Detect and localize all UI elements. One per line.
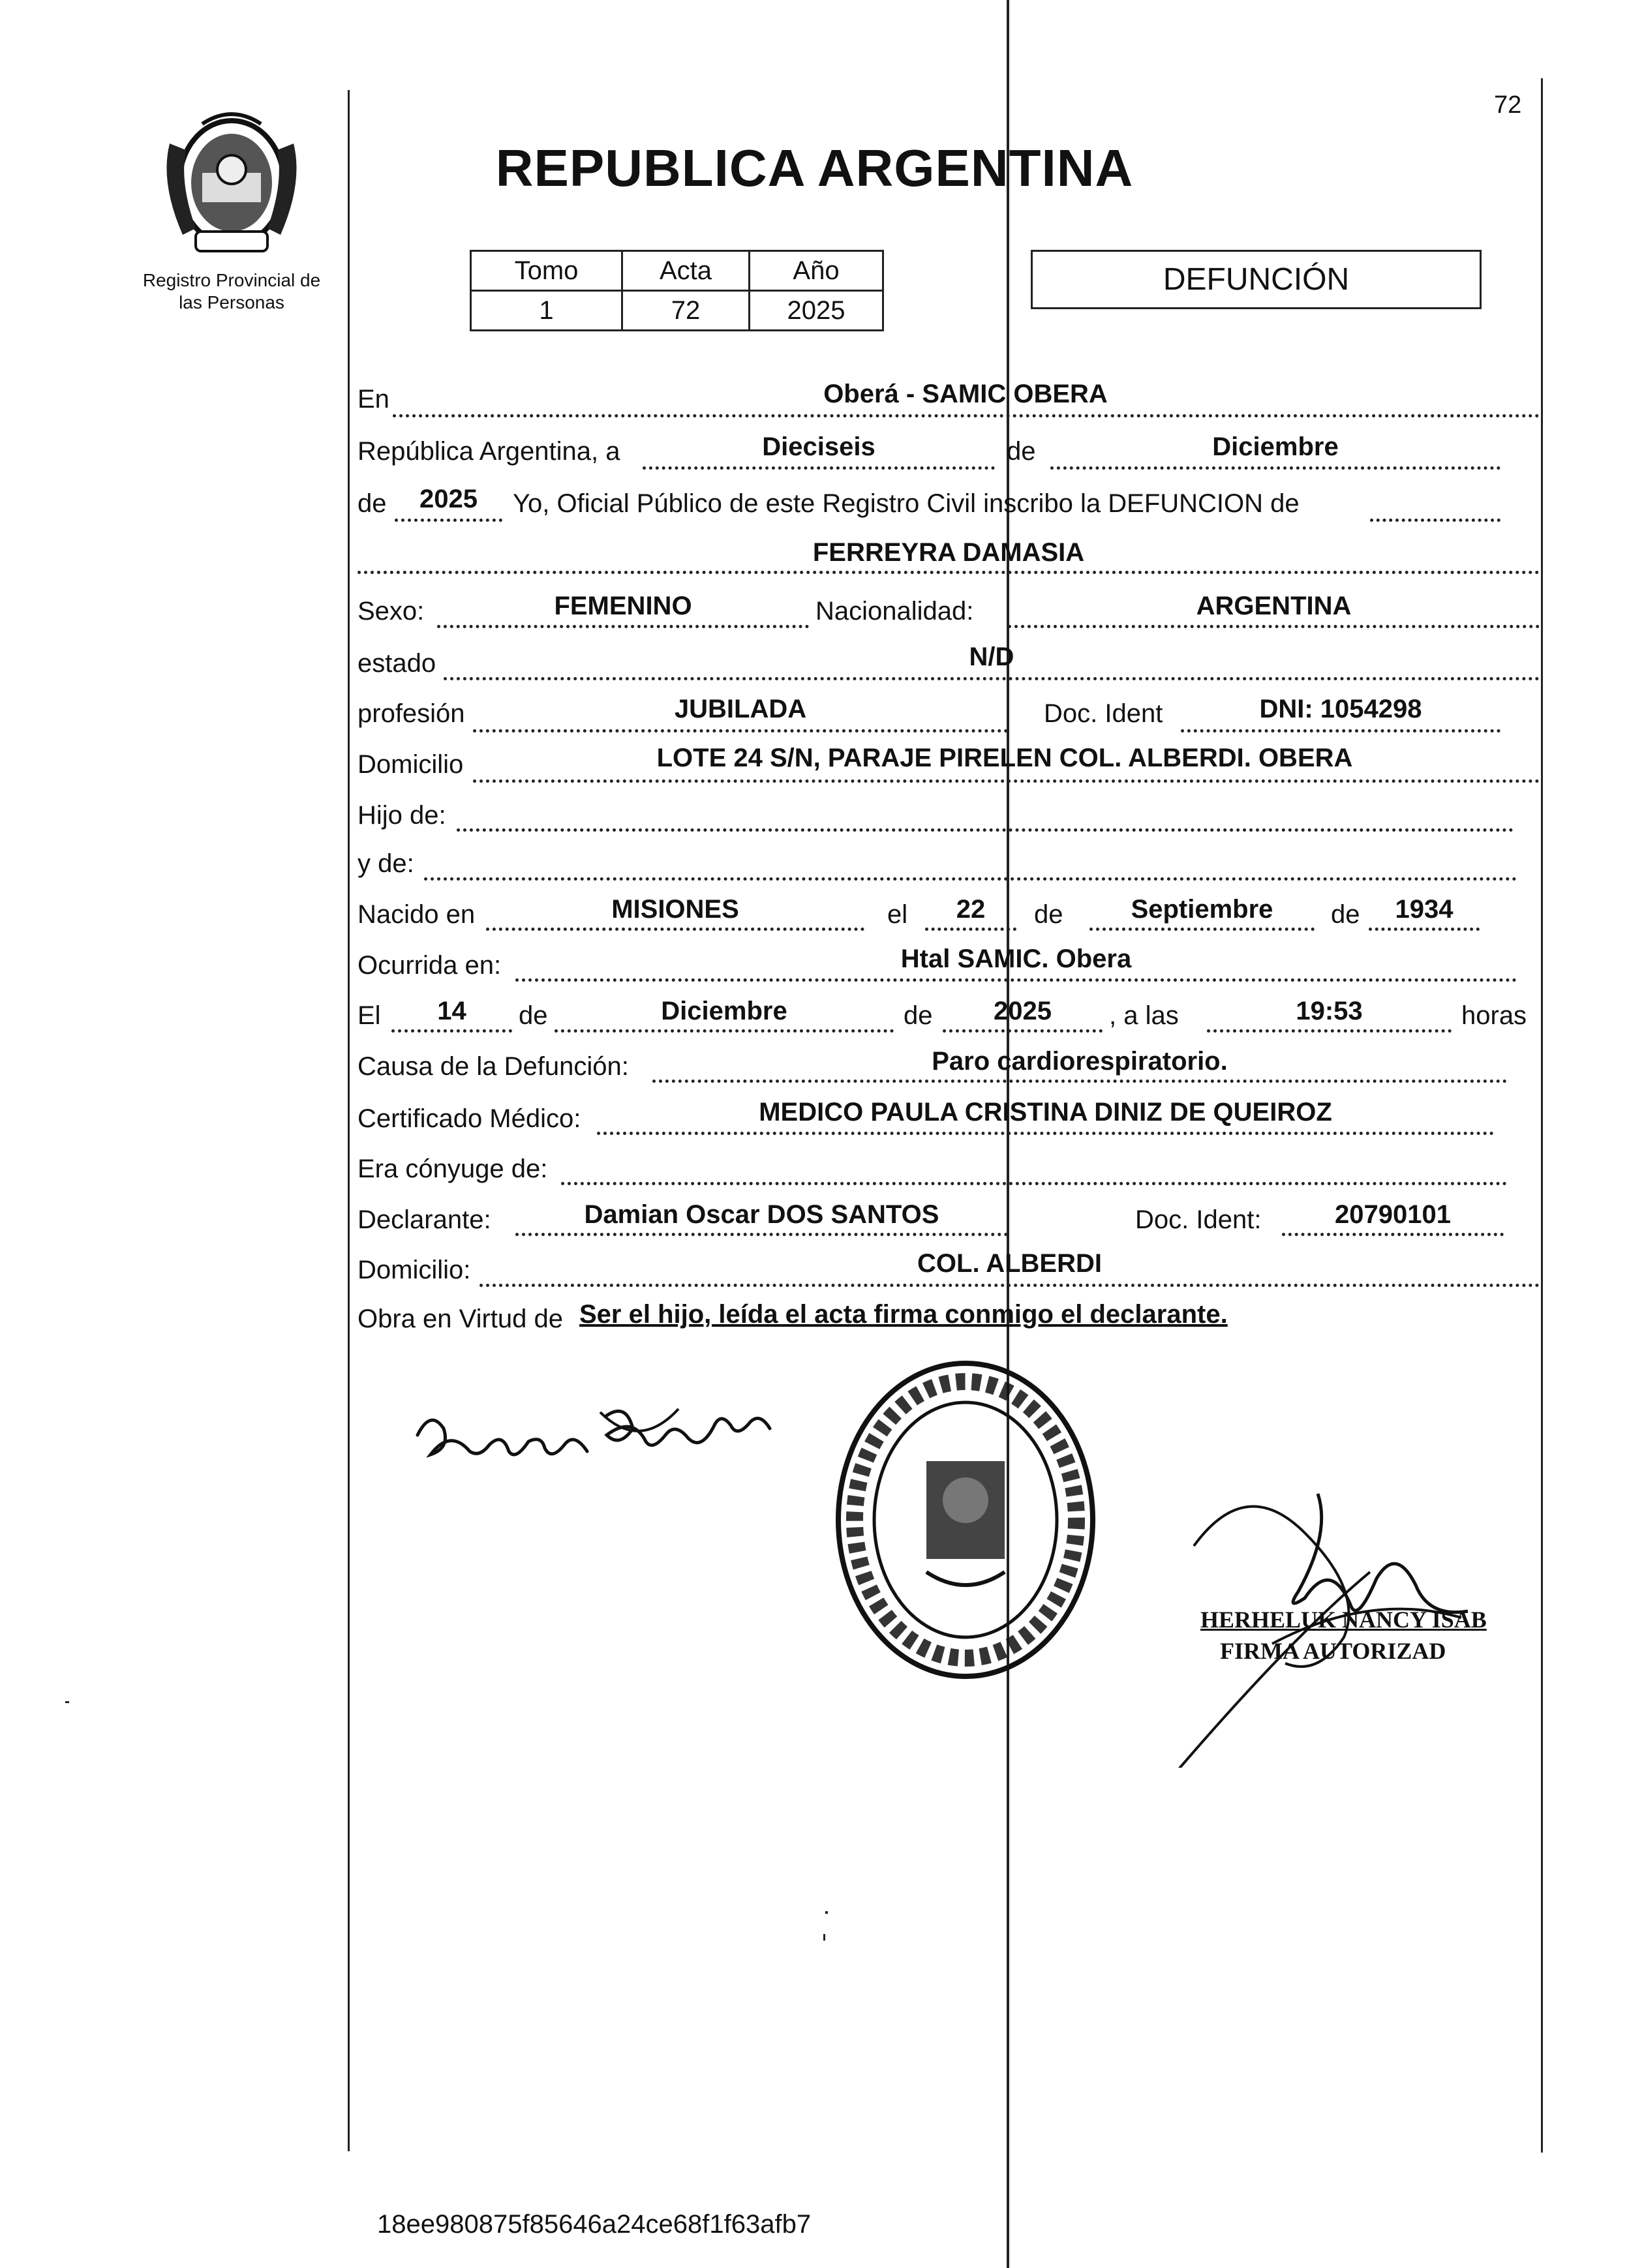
line-nac-anio — [1369, 928, 1480, 931]
line-ocurrida-en — [515, 978, 1517, 982]
field-hora: 19:53 — [1296, 997, 1363, 1025]
label-oficial: Yo, Oficial Público de este Registro Civil inscribo la DEFUNCION de — [513, 489, 1300, 518]
field-estado: N/D — [969, 643, 1014, 671]
document-hash: 18ee980875f85646a24ce68f1f63afb7 — [377, 2210, 812, 2239]
line-def-mes — [555, 1029, 894, 1033]
field-anio: 2025 — [419, 485, 478, 513]
field-def-anio: 2025 — [994, 997, 1052, 1025]
label-declarante: Declarante: — [358, 1205, 491, 1234]
field-def-dia: 14 — [437, 997, 466, 1025]
label-el: el — [887, 900, 908, 929]
field-certificado: MEDICO PAULA CRISTINA DINIZ DE QUEIROZ — [759, 1098, 1332, 1126]
field-nacionalidad: ARGENTINA — [1196, 592, 1352, 620]
field-nac-dia: 22 — [956, 895, 986, 924]
line-hora — [1207, 1029, 1452, 1033]
stamp-seal-icon — [829, 1357, 1103, 1683]
official-stamp — [829, 1357, 1103, 1683]
label-sexo: Sexo: — [358, 597, 425, 626]
label-domicilio-declarante: Domicilio: — [358, 1256, 471, 1284]
line-nacido-en — [486, 928, 864, 931]
line-def-anio — [943, 1029, 1103, 1033]
line-mes — [1050, 466, 1500, 470]
field-sexo: FEMENINO — [554, 592, 692, 620]
field-mes: Diciembre — [1212, 432, 1339, 461]
field-nac-anio: 1934 — [1395, 895, 1454, 924]
label-de-nac-mes: de — [1034, 900, 1063, 929]
stray-mark-3 — [823, 1934, 825, 1941]
acta-header: Acta — [622, 251, 750, 291]
registry-caption-line2: las Personas — [179, 292, 284, 312]
field-causa: Paro cardiorespiratorio. — [932, 1047, 1228, 1076]
stray-mark — [65, 1701, 69, 1703]
label-el-cap: El — [358, 1001, 381, 1030]
line-doc-ident — [1181, 729, 1500, 733]
field-declarante: Damian Oscar DOS SANTOS — [584, 1200, 939, 1229]
acta-table-header-row — [471, 251, 883, 291]
label-nacionalidad: Nacionalidad: — [815, 597, 974, 626]
declarant-signature — [411, 1389, 822, 1481]
field-def-mes: Diciembre — [661, 997, 787, 1025]
officer-name: HERHELUK NANCY ISAB — [1200, 1607, 1487, 1633]
label-de-mes: de — [1007, 437, 1036, 466]
line-nac-dia — [925, 928, 1016, 931]
field-nacido-en: MISIONES — [611, 895, 739, 924]
label-hijo-de: Hijo de: — [358, 801, 446, 830]
page-number: 72 — [1494, 91, 1522, 119]
document-type-box: DEFUNCIÓN — [1031, 250, 1482, 309]
acta-table-value-row — [471, 291, 883, 331]
label-conyuge: Era cónyuge de: — [358, 1155, 548, 1183]
field-domicilio: LOTE 24 S/N, PARAJE PIRELEN COL. ALBERDI. OBERA — [656, 744, 1353, 772]
label-nacido-en: Nacido en — [358, 900, 476, 929]
label-doc-ident-declarante: Doc. Ident: — [1135, 1205, 1262, 1234]
line-oficial — [1370, 519, 1500, 522]
label-obra: Obra en Virtud de — [358, 1305, 564, 1333]
field-profesion: JUBILADA — [674, 695, 807, 723]
label-republica: República Argentina, a — [358, 437, 620, 466]
label-de-def-anio: de — [904, 1001, 933, 1030]
document-title: REPUBLICA ARGENTINA — [495, 139, 1134, 197]
label-horas: horas — [1461, 1001, 1527, 1030]
label-y-de: y de: — [358, 849, 414, 878]
label-de-nac-anio: de — [1331, 900, 1360, 929]
field-nac-mes: Septiembre — [1131, 895, 1273, 924]
declarant-signature-icon — [411, 1389, 822, 1481]
tomo-header: Tomo — [471, 251, 622, 291]
label-de-anio: de — [358, 489, 387, 518]
line-sexo — [437, 625, 809, 628]
line-anio — [395, 519, 502, 522]
field-declarante-doc: 20790101 — [1335, 1200, 1451, 1229]
left-margin-line — [348, 90, 350, 2151]
line-y-de — [424, 877, 1517, 881]
line-certificado — [597, 1132, 1494, 1135]
field-declarante-domicilio: COL. ALBERDI — [917, 1249, 1102, 1278]
label-de-def-mes: de — [519, 1001, 548, 1030]
anio-value: 2025 — [750, 291, 883, 331]
field-nombre: FERREYRA DAMASIA — [812, 538, 1085, 567]
line-lugar — [393, 414, 1540, 417]
anio-header: Año — [750, 251, 883, 291]
registry-caption — [127, 269, 336, 314]
field-dia-letras: Dieciseis — [762, 432, 875, 461]
line-causa — [652, 1080, 1507, 1083]
field-lugar: Oberá - SAMIC OBERA — [823, 380, 1108, 408]
right-margin-line — [1541, 78, 1543, 2153]
line-hijo-de — [457, 828, 1514, 832]
acta-table — [470, 250, 884, 331]
line-domicilio — [473, 779, 1540, 783]
label-estado: estado — [358, 649, 436, 678]
line-profesion — [473, 729, 1008, 733]
line-estado — [444, 677, 1540, 680]
label-domicilio: Domicilio — [358, 750, 464, 779]
label-en: En — [358, 385, 389, 414]
label-a-las: , a las — [1109, 1001, 1179, 1030]
registry-caption-line1: Registro Provincial de — [142, 270, 321, 290]
line-declarante-domicilio — [480, 1284, 1540, 1287]
officer-caption: FIRMA AUTORIZAD — [1220, 1638, 1446, 1664]
field-obra: Ser el hijo, leída el acta firma conmigo el declarante. — [579, 1300, 1228, 1329]
field-doc-ident: DNI: 1054298 — [1259, 695, 1422, 723]
line-def-dia — [391, 1029, 512, 1033]
tomo-value: 1 — [471, 291, 622, 331]
line-dia — [643, 466, 995, 470]
line-declarante — [515, 1233, 1008, 1236]
label-profesion: profesión — [358, 699, 465, 728]
line-declarante-doc — [1282, 1233, 1504, 1236]
label-ocurrida-en: Ocurrida en: — [358, 951, 502, 980]
line-nacionalidad — [1008, 625, 1540, 628]
stray-mark-2 — [825, 1911, 828, 1914]
line-nac-mes — [1089, 928, 1315, 931]
line-nombre — [358, 571, 1540, 574]
label-causa: Causa de la Defunción: — [358, 1052, 629, 1081]
label-doc-ident: Doc. Ident — [1044, 699, 1163, 728]
acta-value: 72 — [622, 291, 750, 331]
line-conyuge — [561, 1182, 1507, 1185]
label-certificado: Certificado Médico: — [358, 1104, 581, 1133]
field-ocurrida-en: Htal SAMIC. Obera — [900, 945, 1132, 973]
